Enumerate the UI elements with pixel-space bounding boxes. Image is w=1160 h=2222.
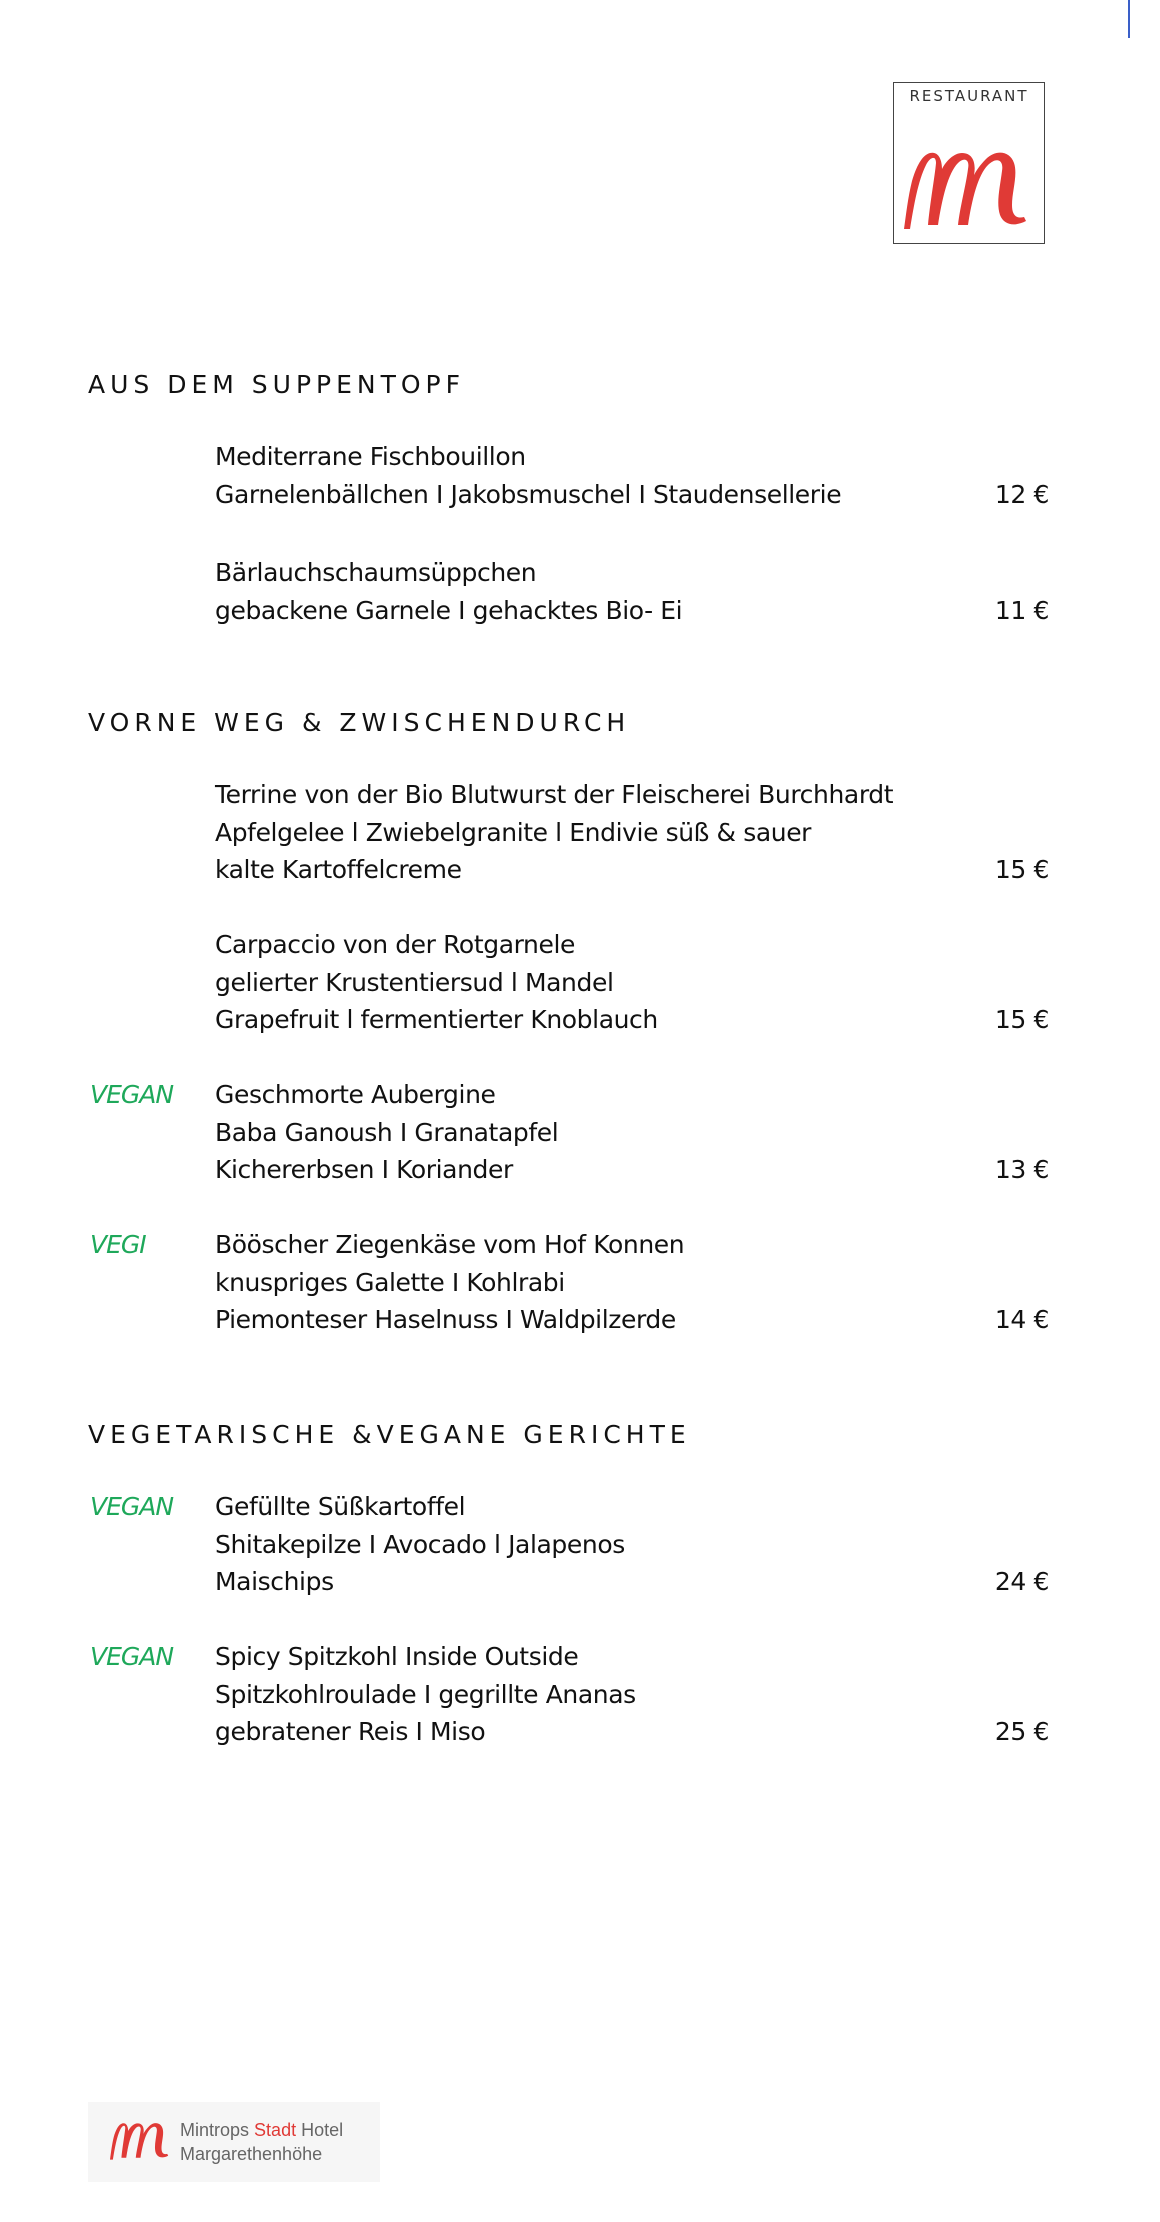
dish-description: Kichererbsen I Koriander: [215, 1155, 513, 1184]
hotel-name: [180, 2120, 343, 2141]
dish-name: Terrine von der Bio Blutwurst der Fleischerei Burchhardt: [215, 780, 894, 809]
hotel-name-word: Mintrops: [180, 2120, 250, 2140]
dish-description: gebratener Reis I Miso: [215, 1717, 486, 1746]
menu-item: [215, 554, 1055, 629]
restaurant-logo: [893, 82, 1045, 244]
hotel-name-word: Stadt: [254, 2120, 297, 2140]
menu-item: [215, 776, 1055, 889]
dish-name: Gefüllte Süßkartoffel: [215, 1492, 466, 1521]
dish-description: Baba Ganoush I Granatapfel: [215, 1117, 559, 1147]
dish-description: gelierter Krustentiersud l Mandel: [215, 967, 614, 997]
hotel-name-word: Hotel: [301, 2120, 344, 2140]
dish-description: gebackene Garnele I gehacktes Bio- Ei: [215, 595, 683, 625]
dish-name: Bärlauchschaumsüppchen: [215, 558, 537, 587]
dish-description: Piemonteser Haselnuss I Waldpilzerde: [215, 1305, 676, 1334]
m-logo-icon: [110, 2118, 172, 2164]
dish-description: Shitakepilze I Avocado l Jalapenos: [215, 1529, 625, 1559]
dish-name: Mediterrane Fischbouillon: [215, 442, 526, 471]
dish-name: Bööscher Ziegenkäse vom Hof Konnen: [215, 1230, 685, 1259]
menu-item: [215, 1638, 1055, 1751]
dish-description: Garnelenbällchen I Jakobsmuschel I Staudensellerie: [215, 479, 842, 509]
dish-name: Carpaccio von der Rotgarnele: [215, 930, 576, 959]
dish-name: Spicy Spitzkohl Inside Outside: [215, 1642, 579, 1671]
dish-description: kalte Kartoffelcreme: [215, 855, 462, 884]
menu-item: [215, 1076, 1055, 1189]
menu-item: [215, 926, 1055, 1039]
vegan-tag: VEGAN: [90, 1492, 174, 1521]
vegan-tag: VEGAN: [90, 1080, 174, 1109]
section-heading: VEGETARISCHE &VEGANE GERICHTE: [88, 1420, 691, 1449]
dish-description: Apfelgelee l Zwiebelgranite l Endivie süß & sauer: [215, 817, 812, 847]
dish-name: Geschmorte Aubergine: [215, 1080, 496, 1109]
dish-price: 15 €: [994, 855, 1049, 884]
logo-label: RESTAURANT: [909, 87, 1029, 105]
dish-description: Spitzkohlroulade I gegrillte Ananas: [215, 1679, 636, 1709]
dish-price: 14 €: [994, 1305, 1049, 1334]
dish-price: 24 €: [994, 1567, 1049, 1596]
section-heading: VORNE WEG & ZWISCHENDURCH: [88, 708, 631, 737]
section-heading: AUS DEM SUPPENTOPF: [88, 370, 465, 399]
corner-accent-line: [1128, 0, 1130, 38]
m-logo-icon: [904, 145, 1034, 235]
dish-description: Maischips: [215, 1567, 334, 1596]
dish-description: knuspriges Galette I Kohlrabi: [215, 1267, 565, 1297]
dish-price: 13 €: [994, 1155, 1049, 1184]
hotel-location: Margarethenhöhe: [180, 2144, 323, 2164]
dish-price: 15 €: [994, 1005, 1049, 1034]
menu-item: [215, 1488, 1055, 1601]
dish-description: Grapefruit l fermentierter Knoblauch: [215, 1005, 658, 1034]
hotel-footer-logo: [88, 2102, 380, 2182]
menu-item: [215, 438, 1055, 513]
dish-price: 11 €: [994, 595, 1049, 625]
menu-item: [215, 1226, 1055, 1339]
vegan-tag: VEGAN: [90, 1642, 174, 1671]
dish-price: 12 €: [994, 479, 1049, 509]
vegi-tag: VEGI: [90, 1230, 146, 1259]
dish-price: 25 €: [994, 1717, 1049, 1746]
